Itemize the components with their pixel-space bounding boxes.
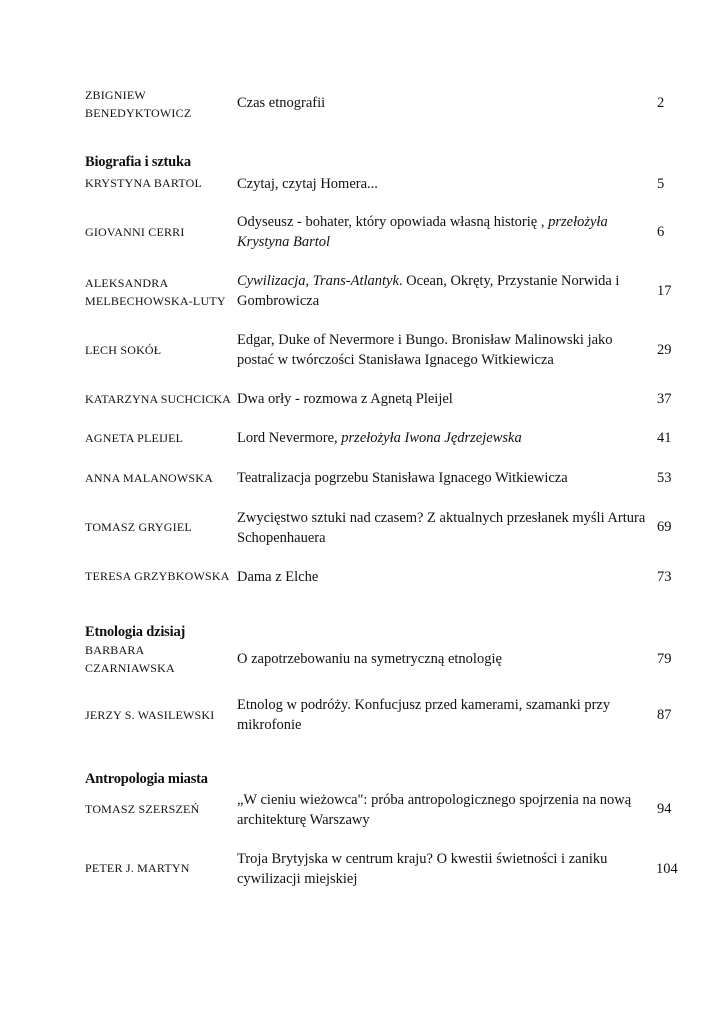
author: KRYSTYNA BARTOL xyxy=(85,176,203,190)
author: TOMASZ SZERSZEŃ xyxy=(85,802,200,816)
entry-title xyxy=(237,271,652,311)
author-line: BARBARA xyxy=(85,643,145,657)
entry-title: „W cieniu wieżowca": próba antropologicznego spojrzenia na nową architekturę Warszawy xyxy=(237,792,632,828)
page-number: 104 xyxy=(656,861,678,877)
title-text: . Ocean, Okręty, Przystanie Norwida i Gombrowicza xyxy=(237,273,620,309)
section-heading: Etnologia dzisiaj xyxy=(85,624,186,640)
title-text: Odyseusz - bohater, który opowiada własną historię , xyxy=(237,214,549,230)
entry-title: Edgar, Duke of Nevermore i Bungo. Bronisław Malinowski jako postać w twórczości Stanisława Ignacego Witkiewicza xyxy=(237,332,613,368)
author xyxy=(85,274,235,310)
author xyxy=(85,641,235,677)
author-line: CZARNIAWSKA xyxy=(85,661,175,675)
page-number: 6 xyxy=(657,224,665,240)
entry-title: Dama z Elche xyxy=(237,569,319,585)
entry-title: Troja Brytyjska w centrum kraju? O kwestii świetności i zaniku cywilizacji miejskiej xyxy=(237,851,608,887)
page-number: 2 xyxy=(657,95,665,111)
page-number: 5 xyxy=(657,176,665,192)
title-italic: przełożyła Iwona Jędrzejewska xyxy=(341,430,522,446)
page-number: 17 xyxy=(657,283,672,299)
author-line: ZBIGNIEW xyxy=(85,88,146,102)
page-number: 79 xyxy=(657,651,672,667)
page-number: 69 xyxy=(657,519,672,535)
title-text: Lord Nevermore, xyxy=(237,430,342,446)
entry-title: Etnolog w podróży. Konfucjusz przed kamerami, szamanki przy mikrofonie xyxy=(237,697,611,733)
title-italic: przełożyła Krystyna Bartol xyxy=(237,214,608,250)
author: LECH SOKÓŁ xyxy=(85,343,162,357)
entry-title xyxy=(237,212,652,252)
author: TOMASZ GRYGIEL xyxy=(85,520,192,534)
entry-title: Teatralizacja pogrzebu Stanisława Ignacego Witkiewicza xyxy=(237,470,568,486)
section-heading: Antropologia miasta xyxy=(85,771,208,787)
author: GIOVANNI CERRI xyxy=(85,225,185,239)
author-line: ALEKSANDRA xyxy=(85,276,169,290)
author: ANNA MALANOWSKA xyxy=(85,471,213,485)
entry-title: Dwa orły - rozmowa z Agnetą Pleijel xyxy=(237,391,453,407)
page-number: 94 xyxy=(657,801,672,817)
entry-title: Czas etnografii xyxy=(237,95,326,111)
page-number: 87 xyxy=(657,707,672,723)
author: KATARZYNA SUCHCICKA xyxy=(85,392,231,406)
title-italic: Cywilizacja, Trans-Atlantyk xyxy=(237,273,399,289)
entry-title xyxy=(237,428,652,448)
author-line: BENEDYKTOWICZ xyxy=(85,106,192,120)
page-number: 29 xyxy=(657,342,672,358)
section-heading: Biografia i sztuka xyxy=(85,154,191,170)
entry-title: Czytaj, czytaj Homera... xyxy=(237,176,378,192)
author-line: MELBECHOWSKA-LUTY xyxy=(85,294,226,308)
page-number: 37 xyxy=(657,391,672,407)
author xyxy=(85,86,235,122)
entry-title: Zwycięstwo sztuki nad czasem? Z aktualnych przesłanek myśli Artura Schopenhauera xyxy=(237,510,646,546)
author: JERZY S. WASILEWSKI xyxy=(85,708,215,722)
page-number: 41 xyxy=(657,430,672,446)
page-number: 73 xyxy=(657,569,672,585)
author: TERESA GRZYBKOWSKA xyxy=(85,569,230,583)
entry-title: O zapotrzebowaniu na symetryczną etnologię xyxy=(237,651,502,667)
page-number: 53 xyxy=(657,470,672,486)
author: PETER J. MARTYN xyxy=(85,861,190,875)
author: AGNETA PLEIJEL xyxy=(85,431,184,445)
